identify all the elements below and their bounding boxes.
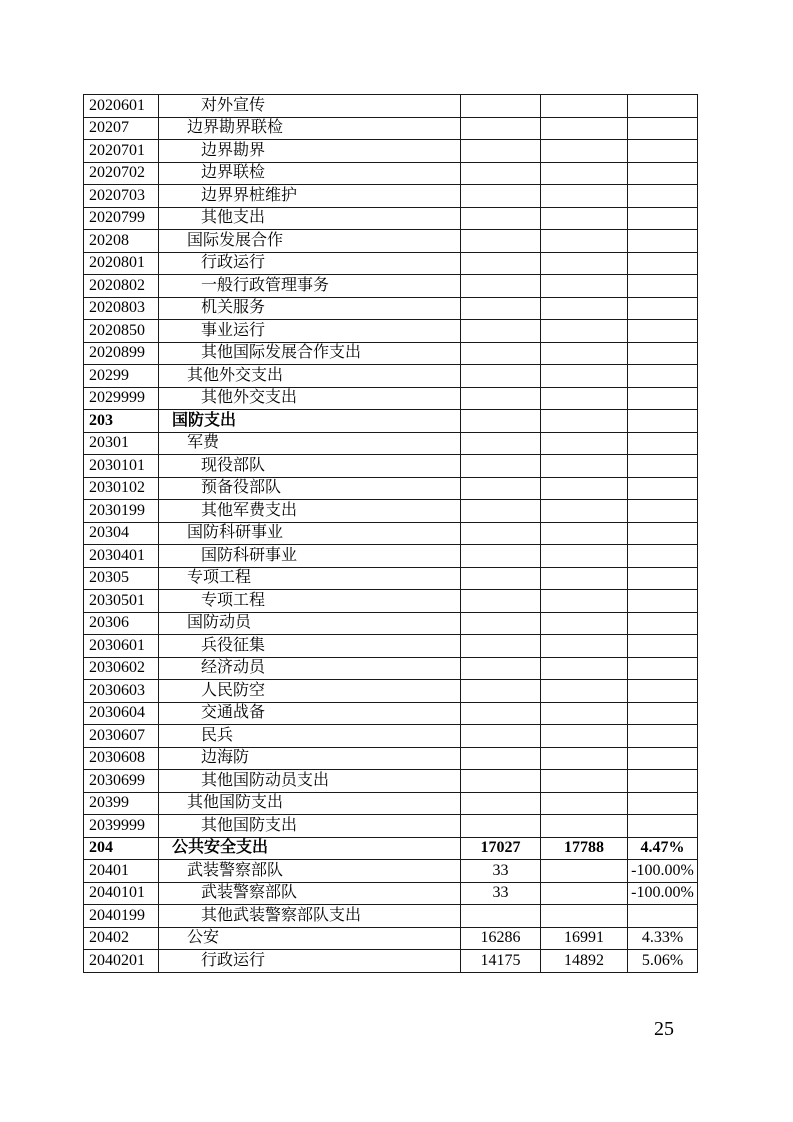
row-name-cell: 公安 xyxy=(159,927,461,950)
row-code-cell: 2020702 xyxy=(84,162,159,185)
row-change-pct-cell xyxy=(628,432,698,455)
row-name-cell: 一般行政管理事务 xyxy=(159,275,461,298)
row-value2-cell xyxy=(541,747,628,770)
table-row xyxy=(84,612,698,635)
table-row xyxy=(84,365,698,388)
row-name-cell: 其他国防支出 xyxy=(159,815,461,838)
row-code-cell: 204 xyxy=(84,837,159,860)
row-change-pct-cell xyxy=(628,275,698,298)
row-value2-cell xyxy=(541,365,628,388)
row-name-cell: 其他武装警察部队支出 xyxy=(159,905,461,928)
row-name-cell: 现役部队 xyxy=(159,455,461,478)
row-change-pct-cell xyxy=(628,455,698,478)
table-row xyxy=(84,860,698,883)
row-code-cell: 2020601 xyxy=(84,95,159,118)
table-row xyxy=(84,297,698,320)
row-change-pct-cell xyxy=(628,365,698,388)
row-value2-cell xyxy=(541,252,628,275)
row-change-pct-cell xyxy=(628,770,698,793)
table-row xyxy=(84,207,698,230)
row-value1-cell xyxy=(461,635,541,658)
row-change-pct-cell xyxy=(628,320,698,343)
table-row xyxy=(84,950,698,973)
table-row xyxy=(84,657,698,680)
table-row xyxy=(84,770,698,793)
table-row xyxy=(84,275,698,298)
row-change-pct-cell xyxy=(628,207,698,230)
row-code-cell: 2020701 xyxy=(84,140,159,163)
row-change-pct-cell xyxy=(628,590,698,613)
row-code-cell: 2030101 xyxy=(84,455,159,478)
row-value2-cell xyxy=(541,207,628,230)
row-value1-cell xyxy=(461,432,541,455)
row-value1-cell xyxy=(461,410,541,433)
row-value1-cell xyxy=(461,680,541,703)
row-value2-cell xyxy=(541,320,628,343)
table-row xyxy=(84,410,698,433)
row-change-pct-cell xyxy=(628,545,698,568)
row-value1-cell xyxy=(461,612,541,635)
table-row xyxy=(84,567,698,590)
row-value1-cell: 33 xyxy=(461,882,541,905)
row-name-cell: 国防科研事业 xyxy=(159,545,461,568)
row-change-pct-cell xyxy=(628,500,698,523)
table-row xyxy=(84,230,698,253)
table-row xyxy=(84,342,698,365)
row-value2-cell xyxy=(541,680,628,703)
row-name-cell: 人民防空 xyxy=(159,680,461,703)
row-code-cell: 203 xyxy=(84,410,159,433)
row-value2-cell xyxy=(541,635,628,658)
row-code-cell: 2020703 xyxy=(84,185,159,208)
row-code-cell: 2020801 xyxy=(84,252,159,275)
row-value2-cell xyxy=(541,275,628,298)
row-name-cell: 专项工程 xyxy=(159,567,461,590)
row-code-cell: 2030603 xyxy=(84,680,159,703)
table-row xyxy=(84,95,698,118)
row-value1-cell xyxy=(461,320,541,343)
row-name-cell: 事业运行 xyxy=(159,320,461,343)
table-row xyxy=(84,635,698,658)
row-change-pct-cell xyxy=(628,680,698,703)
row-value2-cell xyxy=(541,815,628,838)
row-name-cell: 机关服务 xyxy=(159,297,461,320)
row-value2-cell xyxy=(541,297,628,320)
table-row xyxy=(84,522,698,545)
table-row xyxy=(84,905,698,928)
row-name-cell: 国防动员 xyxy=(159,612,461,635)
row-name-cell: 边界勘界联检 xyxy=(159,117,461,140)
row-code-cell: 2020899 xyxy=(84,342,159,365)
table-row xyxy=(84,837,698,860)
row-name-cell: 兵役征集 xyxy=(159,635,461,658)
row-value2-cell: 14892 xyxy=(541,950,628,973)
table-row xyxy=(84,680,698,703)
row-change-pct-cell xyxy=(628,140,698,163)
row-value1-cell xyxy=(461,252,541,275)
row-value2-cell xyxy=(541,567,628,590)
row-code-cell: 20399 xyxy=(84,792,159,815)
row-value2-cell xyxy=(541,230,628,253)
row-change-pct-cell xyxy=(628,725,698,748)
row-value2-cell xyxy=(541,387,628,410)
row-name-cell: 边界联检 xyxy=(159,162,461,185)
row-change-pct-cell: 4.33% xyxy=(628,927,698,950)
table-row xyxy=(84,792,698,815)
row-code-cell: 2039999 xyxy=(84,815,159,838)
row-change-pct-cell xyxy=(628,567,698,590)
row-change-pct-cell xyxy=(628,297,698,320)
row-code-cell: 2040199 xyxy=(84,905,159,928)
row-name-cell: 行政运行 xyxy=(159,252,461,275)
row-value1-cell xyxy=(461,815,541,838)
row-value1-cell xyxy=(461,905,541,928)
table-row xyxy=(84,185,698,208)
row-change-pct-cell xyxy=(628,162,698,185)
table-row xyxy=(84,702,698,725)
table-row xyxy=(84,117,698,140)
row-code-cell: 2030401 xyxy=(84,545,159,568)
row-value2-cell xyxy=(541,95,628,118)
row-name-cell: 国防支出 xyxy=(159,410,461,433)
row-code-cell: 2030199 xyxy=(84,500,159,523)
table-row xyxy=(84,927,698,950)
row-value1-cell xyxy=(461,140,541,163)
row-value2-cell xyxy=(541,612,628,635)
table-row xyxy=(84,320,698,343)
row-value1-cell: 16286 xyxy=(461,927,541,950)
row-name-cell: 行政运行 xyxy=(159,950,461,973)
row-value1-cell xyxy=(461,477,541,500)
row-code-cell: 20301 xyxy=(84,432,159,455)
row-change-pct-cell xyxy=(628,905,698,928)
row-code-cell: 2030501 xyxy=(84,590,159,613)
row-code-cell: 20304 xyxy=(84,522,159,545)
row-name-cell: 民兵 xyxy=(159,725,461,748)
row-change-pct-cell xyxy=(628,612,698,635)
row-code-cell: 2030604 xyxy=(84,702,159,725)
row-change-pct-cell xyxy=(628,387,698,410)
row-name-cell: 国防科研事业 xyxy=(159,522,461,545)
row-name-cell: 其他国防支出 xyxy=(159,792,461,815)
row-code-cell: 2040201 xyxy=(84,950,159,973)
row-name-cell: 其他支出 xyxy=(159,207,461,230)
row-value1-cell xyxy=(461,230,541,253)
row-name-cell: 其他外交支出 xyxy=(159,365,461,388)
row-value2-cell xyxy=(541,162,628,185)
row-value2-cell xyxy=(541,522,628,545)
row-value2-cell xyxy=(541,500,628,523)
row-value2-cell xyxy=(541,117,628,140)
row-value1-cell xyxy=(461,455,541,478)
row-value1-cell xyxy=(461,342,541,365)
row-value2-cell xyxy=(541,545,628,568)
row-value1-cell xyxy=(461,95,541,118)
row-name-cell: 军费 xyxy=(159,432,461,455)
row-change-pct-cell: 4.47% xyxy=(628,837,698,860)
row-value1-cell xyxy=(461,702,541,725)
row-name-cell: 交通战备 xyxy=(159,702,461,725)
row-value2-cell xyxy=(541,410,628,433)
row-name-cell: 国际发展合作 xyxy=(159,230,461,253)
row-value1-cell xyxy=(461,275,541,298)
row-code-cell: 20208 xyxy=(84,230,159,253)
row-change-pct-cell xyxy=(628,747,698,770)
row-name-cell: 边界界桩维护 xyxy=(159,185,461,208)
row-value1-cell xyxy=(461,162,541,185)
row-name-cell: 其他国际发展合作支出 xyxy=(159,342,461,365)
row-value2-cell xyxy=(541,860,628,883)
row-code-cell: 2020850 xyxy=(84,320,159,343)
row-code-cell: 2020803 xyxy=(84,297,159,320)
row-name-cell: 其他军费支出 xyxy=(159,500,461,523)
row-value1-cell xyxy=(461,657,541,680)
row-value1-cell xyxy=(461,590,541,613)
row-value1-cell xyxy=(461,747,541,770)
table-row xyxy=(84,815,698,838)
row-value1-cell xyxy=(461,185,541,208)
row-change-pct-cell: 5.06% xyxy=(628,950,698,973)
row-value2-cell xyxy=(541,590,628,613)
budget-table xyxy=(83,94,698,973)
row-change-pct-cell: -100.00% xyxy=(628,882,698,905)
row-code-cell: 20305 xyxy=(84,567,159,590)
row-code-cell: 2020802 xyxy=(84,275,159,298)
row-name-cell: 其他国防动员支出 xyxy=(159,770,461,793)
row-code-cell: 20401 xyxy=(84,860,159,883)
row-value1-cell: 17027 xyxy=(461,837,541,860)
row-name-cell: 边界勘界 xyxy=(159,140,461,163)
table-row xyxy=(84,590,698,613)
row-change-pct-cell xyxy=(628,342,698,365)
row-value2-cell xyxy=(541,432,628,455)
row-value1-cell xyxy=(461,387,541,410)
row-change-pct-cell xyxy=(628,252,698,275)
row-value2-cell xyxy=(541,792,628,815)
row-code-cell: 20299 xyxy=(84,365,159,388)
row-value1-cell: 14175 xyxy=(461,950,541,973)
row-change-pct-cell xyxy=(628,702,698,725)
row-value2-cell xyxy=(541,725,628,748)
row-value1-cell xyxy=(461,725,541,748)
table-row xyxy=(84,162,698,185)
row-change-pct-cell xyxy=(628,117,698,140)
row-code-cell: 2030601 xyxy=(84,635,159,658)
table-row xyxy=(84,387,698,410)
row-value2-cell: 17788 xyxy=(541,837,628,860)
row-value2-cell: 16991 xyxy=(541,927,628,950)
row-value1-cell xyxy=(461,770,541,793)
table-row xyxy=(84,140,698,163)
row-change-pct-cell xyxy=(628,410,698,433)
table-row xyxy=(84,477,698,500)
row-code-cell: 2020799 xyxy=(84,207,159,230)
row-code-cell: 2030607 xyxy=(84,725,159,748)
row-code-cell: 2030602 xyxy=(84,657,159,680)
row-value1-cell xyxy=(461,117,541,140)
row-change-pct-cell xyxy=(628,95,698,118)
row-value2-cell xyxy=(541,455,628,478)
row-value1-cell xyxy=(461,545,541,568)
row-value1-cell xyxy=(461,522,541,545)
table-row xyxy=(84,455,698,478)
row-name-cell: 武装警察部队 xyxy=(159,882,461,905)
row-code-cell: 2030102 xyxy=(84,477,159,500)
row-code-cell: 2029999 xyxy=(84,387,159,410)
table-row xyxy=(84,500,698,523)
row-name-cell: 边海防 xyxy=(159,747,461,770)
row-code-cell: 2040101 xyxy=(84,882,159,905)
row-name-cell: 武装警察部队 xyxy=(159,860,461,883)
table-row xyxy=(84,432,698,455)
row-value2-cell xyxy=(541,882,628,905)
row-value1-cell xyxy=(461,792,541,815)
row-value2-cell xyxy=(541,702,628,725)
row-value1-cell xyxy=(461,297,541,320)
row-name-cell: 经济动员 xyxy=(159,657,461,680)
row-value1-cell xyxy=(461,207,541,230)
table-row xyxy=(84,545,698,568)
table-row xyxy=(84,882,698,905)
row-change-pct-cell xyxy=(628,792,698,815)
table-row xyxy=(84,747,698,770)
row-change-pct-cell xyxy=(628,477,698,500)
row-change-pct-cell xyxy=(628,635,698,658)
row-code-cell: 2030608 xyxy=(84,747,159,770)
row-code-cell: 20402 xyxy=(84,927,159,950)
row-change-pct-cell xyxy=(628,815,698,838)
row-value2-cell xyxy=(541,477,628,500)
row-change-pct-cell xyxy=(628,657,698,680)
row-change-pct-cell: -100.00% xyxy=(628,860,698,883)
row-value2-cell xyxy=(541,342,628,365)
row-code-cell: 20207 xyxy=(84,117,159,140)
row-change-pct-cell xyxy=(628,185,698,208)
row-change-pct-cell xyxy=(628,522,698,545)
row-value2-cell xyxy=(541,905,628,928)
row-value2-cell xyxy=(541,770,628,793)
row-change-pct-cell xyxy=(628,230,698,253)
row-value1-cell xyxy=(461,500,541,523)
row-value2-cell xyxy=(541,185,628,208)
row-name-cell: 专项工程 xyxy=(159,590,461,613)
page-number: 25 xyxy=(654,1018,674,1040)
row-value1-cell: 33 xyxy=(461,860,541,883)
row-name-cell: 预备役部队 xyxy=(159,477,461,500)
row-value1-cell xyxy=(461,365,541,388)
table-row xyxy=(84,725,698,748)
row-value1-cell xyxy=(461,567,541,590)
row-value2-cell xyxy=(541,657,628,680)
budget-table-body xyxy=(84,95,698,973)
row-name-cell: 对外宣传 xyxy=(159,95,461,118)
row-code-cell: 2030699 xyxy=(84,770,159,793)
row-name-cell: 其他外交支出 xyxy=(159,387,461,410)
row-value2-cell xyxy=(541,140,628,163)
table-row xyxy=(84,252,698,275)
row-name-cell: 公共安全支出 xyxy=(159,837,461,860)
row-code-cell: 20306 xyxy=(84,612,159,635)
